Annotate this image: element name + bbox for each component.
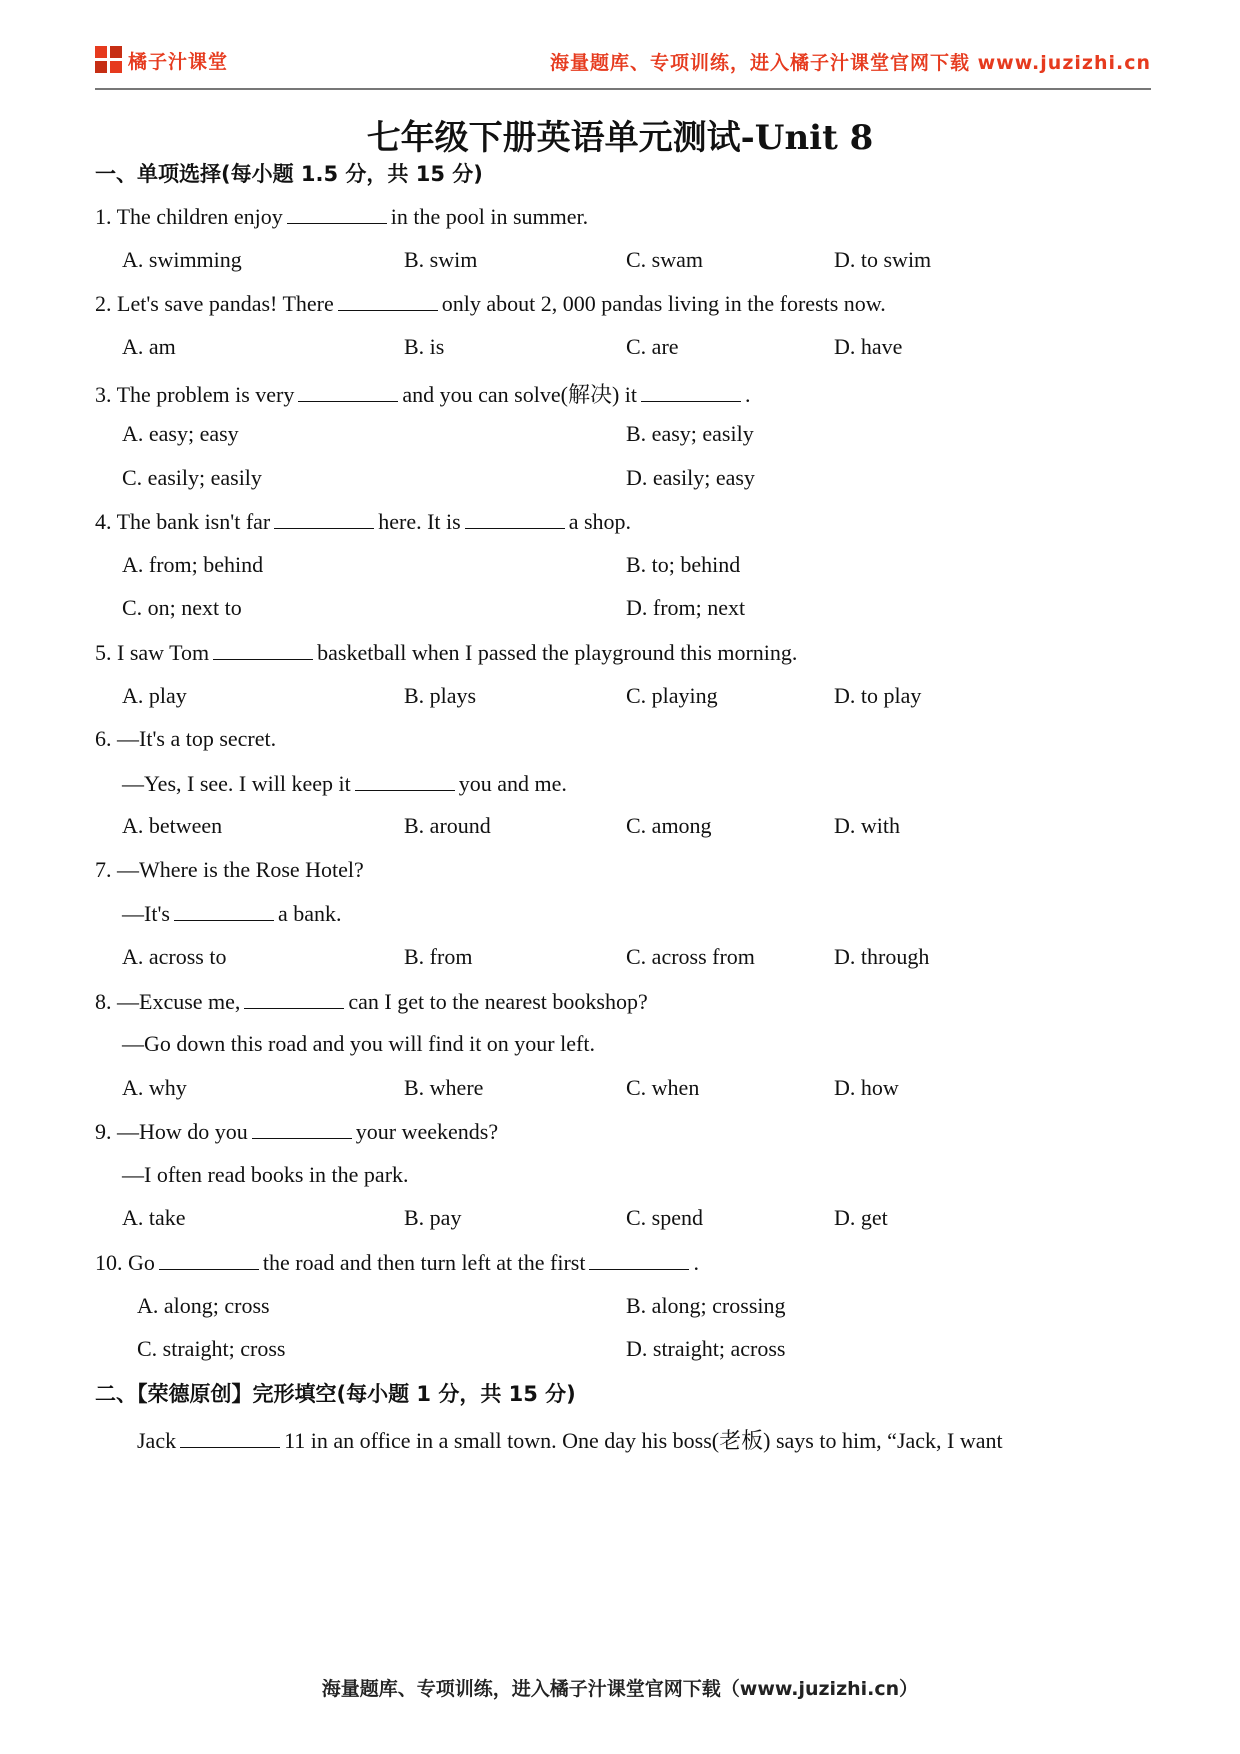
answer-blank (213, 639, 313, 660)
answer-blank (274, 508, 374, 529)
q9-option-a: A. take (122, 1205, 186, 1230)
q10-option-b: B. along; crossing (626, 1293, 786, 1318)
q3-option-c: C. easily; easily (122, 465, 262, 490)
question-9: 9. —How do you your weekends? (95, 1119, 499, 1144)
answer-blank (180, 1427, 280, 1448)
q10-option-d: D. straight; across (626, 1336, 786, 1361)
q1-option-c: C. swam (626, 247, 703, 272)
section-heading-1: 一、单项选择(每小题 1.5 分，共 15 分) (95, 162, 483, 186)
q7-option-a: A. across to (122, 944, 227, 969)
q5-option-c: C. playing (626, 683, 718, 708)
question-5: 5. I saw Tom basketball when I passed the playground this morning. (95, 640, 798, 665)
answer-blank (159, 1249, 259, 1270)
q2-option-a: A. am (122, 334, 176, 359)
q4-option-d: D. from; next (626, 595, 746, 620)
q5-option-d: D. to play (834, 683, 922, 708)
q8-option-a: A. why (122, 1075, 187, 1100)
q2-option-d: D. have (834, 334, 903, 359)
answer-blank (355, 770, 455, 791)
question-3: 3. The problem is very and you can solve(解决) it . (95, 382, 751, 407)
q3-option-d: D. easily; easy (626, 465, 755, 490)
question-8: 8. —Excuse me, can I get to the nearest bookshop? (95, 989, 648, 1014)
question-9-response: —I often read books in the park. (122, 1162, 409, 1187)
q2-option-b: B. is (404, 334, 445, 359)
logo (95, 46, 228, 74)
answer-blank (465, 508, 565, 529)
q6-option-a: A. between (122, 813, 223, 838)
q1-option-d: D. to swim (834, 247, 932, 272)
q6-option-d: D. with (834, 813, 900, 838)
q2-option-c: C. are (626, 334, 679, 359)
question-8-response: —Go down this road and you will find it on your left. (122, 1031, 595, 1056)
q6-option-b: B. around (404, 813, 491, 838)
page-title: 七年级下册英语单元测试-Unit 8 (366, 118, 874, 158)
q3-option-a: A. easy; easy (122, 421, 239, 446)
question-2: 2. Let's save pandas! There only about 2, 000 pandas living in the forests now. (95, 291, 886, 316)
q4-option-a: A. from; behind (122, 552, 264, 577)
q10-option-a: A. along; cross (137, 1293, 270, 1318)
question-7: 7. —Where is the Rose Hotel? (95, 857, 364, 882)
page-header (95, 42, 1151, 90)
answer-blank (252, 1118, 352, 1139)
q8-option-b: B. where (404, 1075, 484, 1100)
answer-blank (298, 381, 398, 402)
q4-option-c: C. on; next to (122, 595, 242, 620)
q1-option-b: B. swim (404, 247, 478, 272)
question-6: 6. —It's a top secret. (95, 726, 277, 751)
q9-option-d: D. get (834, 1205, 888, 1230)
q9-option-c: C. spend (626, 1205, 703, 1230)
section-heading-2: 二、【荣德原创】完形填空(每小题 1 分，共 15 分) (95, 1382, 576, 1406)
answer-blank (338, 290, 438, 311)
header-slogan: 海量题库、专项训练，进入橘子汁课堂官网下载 www.juzizhi.cn (550, 52, 1151, 74)
q9-option-b: B. pay (404, 1205, 462, 1230)
q10-option-c: C. straight; cross (137, 1336, 286, 1361)
passage-first-line: Jack 11 in an office in a small town. One day his boss(老板) says to him, “Jack, I want (137, 1428, 1003, 1453)
q6-option-c: C. among (626, 813, 712, 838)
question-10: 10. Go the road and then turn left at the first . (95, 1250, 699, 1275)
q3-option-b: B. easy; easily (626, 421, 754, 446)
page-footer: 海量题库、专项训练，进入橘子汁课堂官网下载（www.juzizhi.cn） (321, 1678, 919, 1700)
logo-text: 橘子汁课堂 (128, 50, 229, 73)
q5-option-a: A. play (122, 683, 187, 708)
answer-blank (244, 988, 344, 1009)
q8-option-d: D. how (834, 1075, 899, 1100)
answer-blank (641, 381, 741, 402)
question-6-response: —Yes, I see. I will keep it you and me. (122, 771, 567, 796)
q5-option-b: B. plays (404, 683, 477, 708)
answer-blank (589, 1249, 689, 1270)
q4-option-b: B. to; behind (626, 552, 741, 577)
question-7-response: —It's a bank. (122, 901, 342, 926)
answer-blank (174, 900, 274, 921)
q7-option-d: D. through (834, 944, 930, 969)
logo-icon (95, 46, 123, 74)
q1-option-a: A. swimming (122, 247, 242, 272)
answer-blank (287, 203, 387, 224)
q7-option-c: C. across from (626, 944, 755, 969)
q7-option-b: B. from (404, 944, 473, 969)
q8-option-c: C. when (626, 1075, 700, 1100)
question-4: 4. The bank isn't far here. It is a shop. (95, 509, 632, 534)
question-1: 1. The children enjoy in the pool in summer. (95, 204, 589, 229)
